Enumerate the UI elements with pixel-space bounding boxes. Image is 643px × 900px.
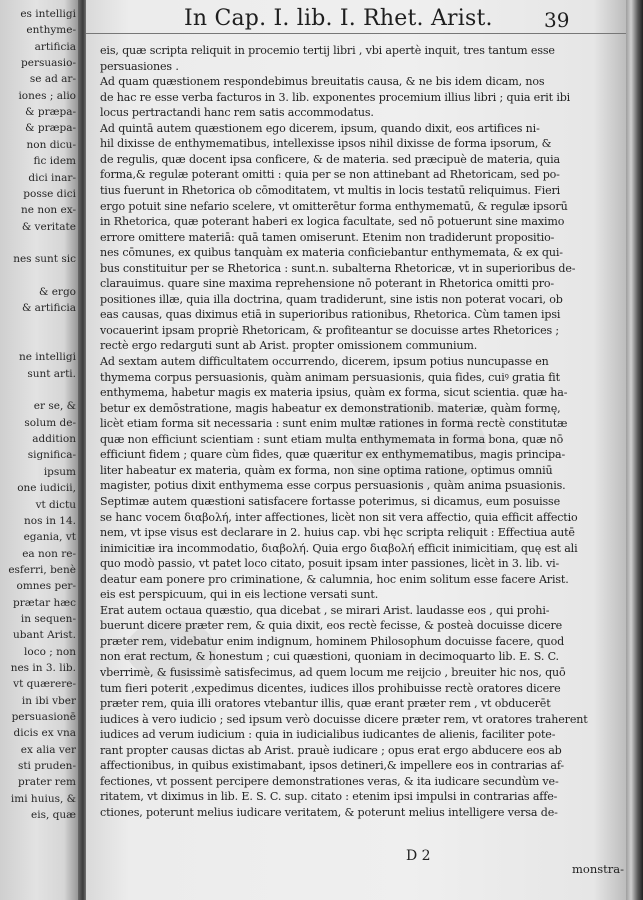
left-page-line: ne intelligi — [18, 351, 76, 364]
page-header — [86, 6, 626, 34]
text-line: deatur eam ponere pro criminatione, & calumnia, hoc enim solitum esse facere Arist. — [100, 572, 569, 586]
left-page-line: enthyme- — [26, 24, 76, 37]
text-line: clarauimus. quare sine maxima reprehensione nō poterant in Rhetorica omitti pro- — [100, 277, 554, 291]
text-line: ritatem, vt diximus in lib. E. S. C. sup. citato : etenim ipsi impulsi in contrarias affe- — [100, 790, 558, 804]
left-page-line: & præpa- — [25, 106, 76, 119]
text-line: rectè ergo redarguti sunt ab Arist. propter omissionem communium. — [100, 339, 478, 353]
left-page-line: iones ; alio — [18, 89, 76, 102]
text-line: liter habeatur ex materia, quàm ex forma, non sine optima ratione, optimus omniū — [100, 463, 553, 477]
text-line: tius fuerunt in Rhetorica ob cōmoditatem, vt multis in locis testatū reliquimus. Fieri — [100, 183, 561, 197]
text-line: thymema corpus persuasionis, quàm animam persuasionis, quia fides, cuiꝰ gratia fit — [100, 370, 560, 384]
text-line: hil dixisse de enthymematibus, intellexisse ipsos nihil dixisse de forma ipsorum, & — [100, 137, 552, 151]
page-edge — [626, 0, 643, 900]
text-line: buerunt dicere præter rem, & quia dixit, eos rectè fecisse, & posteà docuisse dicere — [100, 619, 563, 633]
left-page-line: one iudicii, — [17, 482, 76, 495]
left-page-line: ne non ex- — [21, 204, 76, 217]
left-page-line: se ad ar- — [29, 73, 76, 86]
text-line: Septimæ autem quæstioni satisfacere fortasse poterimus, si dicamus, eum posuisse — [100, 494, 560, 508]
left-page-line: ex alia ver — [20, 743, 76, 756]
text-line: persuasiones . — [100, 59, 179, 73]
left-page-line: solum de- — [24, 416, 76, 429]
left-page-line: addition — [32, 433, 76, 446]
text-line: in Rhetorica, quæ poterant haberi ex logica facultate, sed nō potuerunt sine maximo — [100, 215, 565, 229]
left-page-line: egania, vt — [23, 531, 76, 544]
text-line: eis est perspicuum, qui in eis lectione versati sunt. — [100, 588, 379, 602]
text-line: ergo potuit sine nefario scelere, vt omitterētur forma enthymematū, & regulæ ipsorū — [100, 199, 568, 213]
text-line: non erat rectum, & honestum ; cui quæstioni, quoniam in decimoquarto lib. E. S. C. — [100, 650, 559, 664]
catchword: monstra- — [572, 862, 624, 876]
left-page-line: nes sunt sic — [13, 253, 76, 266]
text-line: eas causas, quas diximus etiā in superioribus rationibus, Rhetorica. Cùm tamen ipsi — [100, 308, 561, 322]
running-title: In Cap. I. lib. I. Rhet. Arist. — [184, 6, 493, 31]
left-page-line: ipsum — [43, 465, 76, 478]
text-line: ctiones, poterunt melius iudicare veritatem, & poterunt melius intelligere versa de- — [100, 805, 558, 819]
text-line: fectiones, vt possent percipere demonstrationes veras, & ita iudicare secundùm ve- — [100, 774, 559, 788]
page-number: 39 — [544, 8, 570, 32]
left-page-line: in ibi vber — [21, 694, 76, 707]
text-line: Ad quam quæstionem respondebimus breuitatis causa, & ne bis idem dicam, nos — [100, 75, 545, 89]
text-line: Ad quintā autem quæstionem ego dicerem, ipsum, quando dixit, eos artifices ni- — [100, 121, 540, 135]
left-page-line: eis, quæ — [31, 809, 76, 822]
text-line: quo modò passio, vt patet loco citato, posuit ipsam inter passiones, licèt in 3. lib. vi- — [100, 557, 560, 571]
text-line: vberrimè, & fusissimè satisfecimus, ad quem locum me reijcio , breuiter hic nos, quō — [100, 666, 566, 679]
text-line: bus constituitur per se Rhetorica : sunt.n. subalterna Rhetoricæ, vt in superioribus de- — [100, 261, 576, 275]
left-page-line: dicis ex vna — [13, 727, 76, 740]
left-page-line: posse dici — [23, 187, 76, 200]
left-page-line: nos in 14. — [24, 514, 76, 527]
text-line: nem, vt ipse visus est declarare in 2. huius cap. vbi hęc scripta reliquit : Effectiua autē — [100, 526, 575, 540]
text-line: præter rem, videbatur enim indignum, hominem Philosophum docuisse facere, quod — [100, 634, 565, 648]
left-page-line: non dicu- — [26, 138, 76, 151]
left-page-line: omnes per- — [16, 580, 76, 593]
text-line: inimicitiæ ira incommodatio, διαβολή. Quia ergo διαβολή efficit inimicitiam, quę est ali — [100, 541, 578, 555]
text-line: de regulis, quæ docent ipsa conficere, & de materia. sed præcipuè de materia, quia — [100, 152, 560, 166]
text-line: locus pertractandi hanc rem satis accommodatus. — [100, 106, 374, 120]
header-rule — [86, 33, 626, 34]
text-line: forma,& regulæ poterant omitti : quia per se non attinebant ad Rhetoricam, sed po- — [100, 168, 560, 182]
text-line: eis, quæ scripta reliquit in procemio tertij libri , vbi apertè inquit, tres tantum esse — [100, 44, 555, 57]
text-line: affectionibus, in quibus existimabant, ipsos detineri,& impellere eos in contrarias af- — [100, 759, 565, 773]
left-page-line: er se, & — [33, 400, 76, 413]
left-page-line: es intelligi — [20, 8, 76, 20]
left-page-line: prætar hæc — [13, 596, 76, 609]
text-line: de hac re esse verba facturos in 3. lib. exponentes procemium illius libri ; quia erit ibi — [100, 90, 571, 104]
text-line: betur ex demōstratione, magis habeatur ex demonstrationib. materiæ, quàm formę, — [100, 401, 561, 415]
text-line: iudices à vero iudicio ; sed ipsum verò docuisse dicere præter rem, vt oratores traherent — [100, 712, 588, 726]
left-page-line: & veritate — [21, 220, 76, 233]
left-page-line: in sequen- — [20, 612, 76, 625]
left-page-line: ea non re- — [22, 547, 76, 560]
left-page-line: vt dictu — [35, 498, 76, 511]
text-line: iudices ad verum iudicium : quia in iudicialibus iudicantes de alienis, faciliter pote- — [100, 728, 556, 742]
left-page-line: & præpa- — [25, 122, 76, 135]
text-line: rant propter causas dictas ab Arist. prauè iudicare ; opus erat ergo abducere eos ab — [100, 743, 562, 757]
text-line: Erat autem octaua quæstio, qua dicebat , se mirari Arist. laudasse eos , qui prohi- — [100, 603, 550, 617]
text-line: licèt etiam forma sit necessaria : sunt enim multæ rationes in forma rectè constitutæ — [100, 417, 568, 431]
left-page-line: persuasionē — [11, 711, 76, 724]
left-page-line: nes in 3. lib. — [10, 662, 76, 674]
signature-mark: D 2 — [406, 848, 431, 864]
left-page-line: sunt arti. — [27, 367, 76, 380]
left-page-line: esferri, benè — [8, 563, 76, 576]
left-page-line: persuasio- — [21, 57, 76, 70]
left-page-fragment — [0, 0, 80, 900]
right-page — [86, 0, 626, 900]
left-page-line: prater rem — [18, 776, 76, 789]
left-page-line: vt quærere- — [13, 678, 76, 691]
text-line: præter rem, quia illi oratores vtebantur illis, quæ erant præter rem , vt obducerēt — [100, 697, 551, 711]
text-line: quæ non efficiunt scientiam : sunt etiam multa enthymemata in forma bona, quæ nō — [100, 432, 564, 446]
text-line: magister, potius dixit enthymema esse corpus persuasionis , quàm anima psuasionis. — [100, 479, 566, 493]
text-line: nes cōmunes, ex quibus tanquàm ex materia conficiebantur enthymemata, & ex qui- — [100, 246, 563, 260]
text-line: Ad sextam autem difficultatem occurrendo, dicerem, ipsum potius nuncupasse en — [100, 355, 549, 368]
text-line: positiones illæ, quia illa doctrina, quam tradiderunt, sine istis non poterat vocari, ob — [100, 292, 563, 306]
text-line: enthymema, habetur magis ex materia ipsius, quàm ex forma, sicut scientia. quæ ha- — [100, 386, 568, 400]
text-line: tum fieri poterit ,expedimus dicentes, iudices illos prohibuisse rectè oratores dicere — [100, 681, 561, 695]
left-page-line: sti pruden- — [17, 760, 76, 773]
left-page-line: significa- — [27, 449, 76, 462]
left-page-line: & ergo — [39, 285, 76, 298]
text-line: se hanc vocem διαβολή, inter affectiones, licèt non sit vera affectio, quia efficit affectio — [100, 510, 578, 524]
left-page-line: loco ; non — [24, 645, 76, 658]
text-line: errore omittere materiā: quā tamen omiserunt. Etenim non tradiderunt propositio- — [100, 230, 555, 244]
text-line: vocauerint ipsam propriè Rhetoricam, & profiteantur se docuisse artes Rhetorices ; — [100, 323, 559, 337]
text-line: efficiunt fidem ; quare cùm fides, quæ quæritur ex enthymematibus, magis principa- — [100, 448, 566, 462]
left-page-line: & artificia — [21, 302, 76, 315]
left-page-line: dici inar- — [28, 171, 76, 184]
left-page-line: ubant Arist. — [13, 629, 76, 642]
left-page-line: fic idem — [33, 155, 76, 168]
left-page-line: artificia — [34, 40, 76, 53]
left-page-line: imi huius, & — [10, 792, 76, 805]
